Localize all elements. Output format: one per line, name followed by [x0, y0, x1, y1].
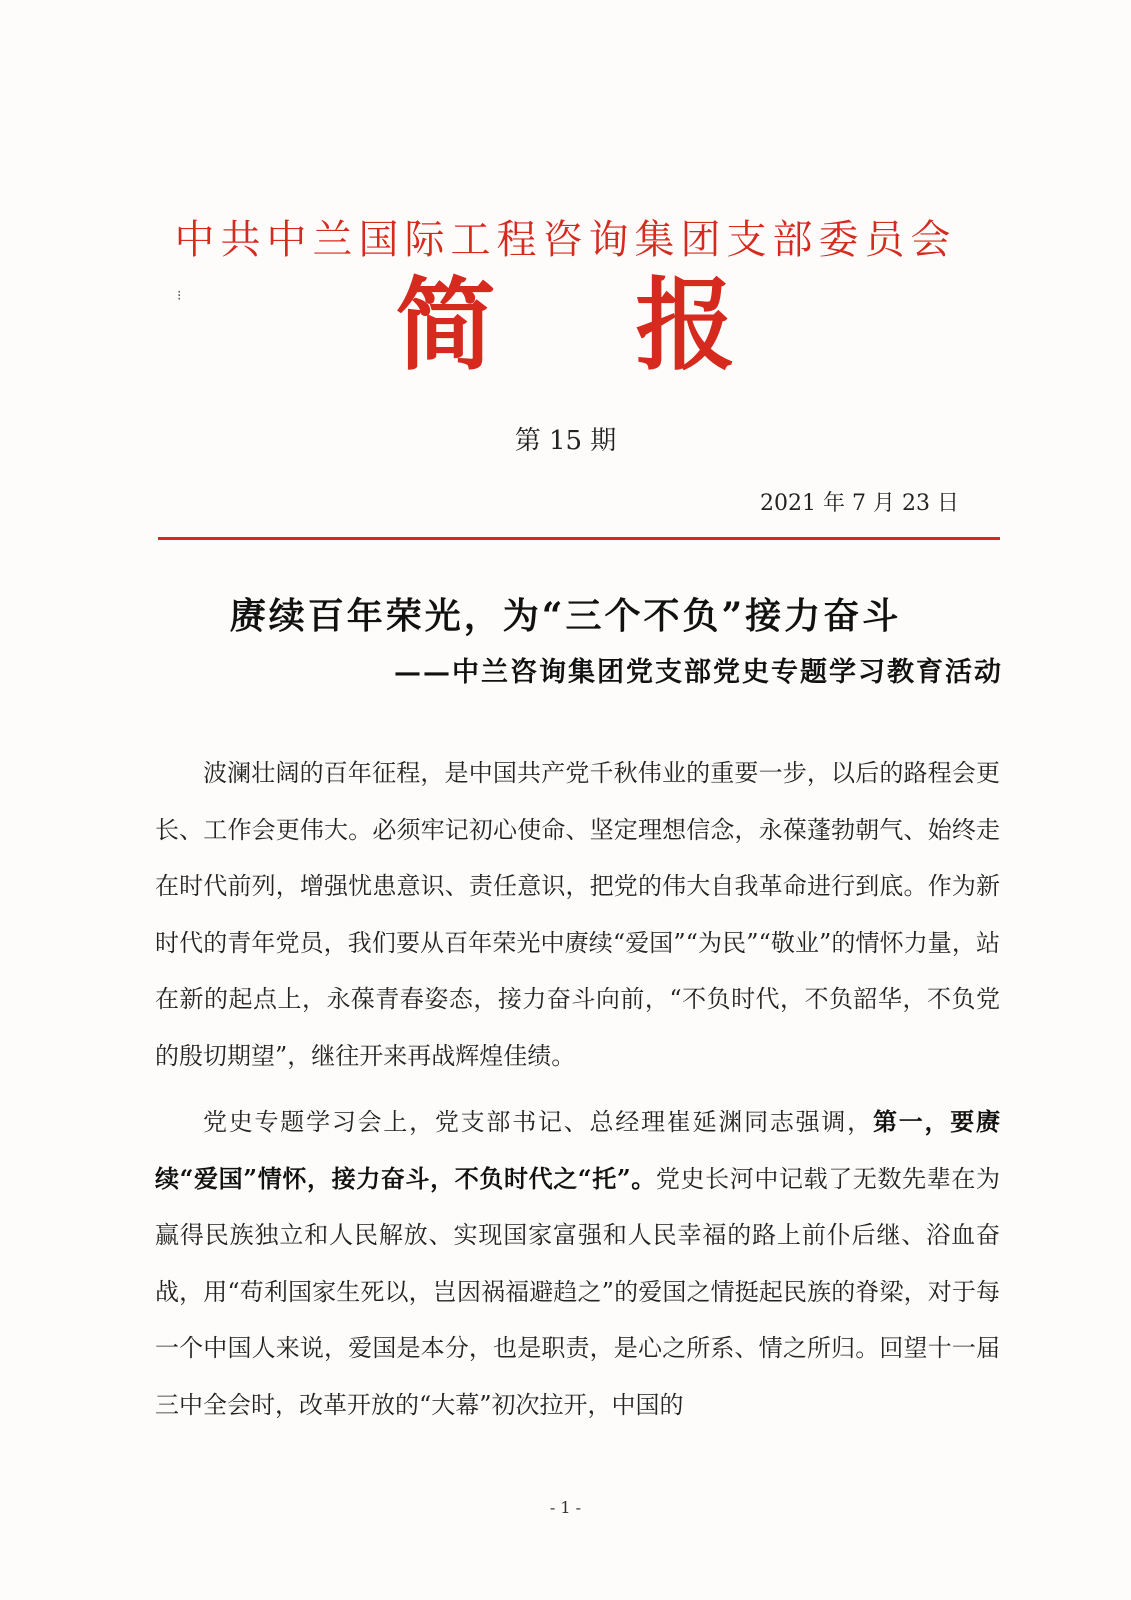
paragraph	[155, 1094, 1000, 1433]
red-divider	[158, 537, 1000, 540]
article-title: 赓续百年荣光，为“三个不负”接力奋斗	[229, 595, 902, 637]
organization-name: 中共中兰国际工程咨询集团支部委员会	[174, 217, 957, 263]
margin-mark: ⁝	[177, 288, 182, 304]
issue-date: 2021 年 7 月 23 日	[760, 491, 959, 516]
bulletin-title: 简报	[395, 266, 876, 384]
issue-number: 第 15 期	[514, 426, 617, 456]
paragraph-intro: 党史专题学习会上，党支部书记、总经理崔延渊同志强调，	[203, 1108, 873, 1136]
paragraph-emphasis: 第一，要赓续“爱国”情怀，接力奋斗，不负时代之“托”。	[155, 1107, 1001, 1193]
paragraph: 波澜壮阔的百年征程，是中国共产党千秋伟业的重要一步，以后的路程会更长、工作会更伟大。必须牢记初心使命、坚定理想信念，永葆蓬勃朝气、始终走在时代前列，增强忧患意识、责任意识，把党的伟大自我革命进行到底。作为新时代的青年党员，我们要从百年荣光中赓续“爱国”“为民”“敬业”的情怀力量，站在新的起点上，永葆青春姿态，接力奋斗向前，“不负时代，不负韶华，不负党的殷切期望”，继往开来再战辉煌佳绩。	[155, 759, 1000, 1070]
article-body	[155, 745, 1000, 1443]
article-subtitle: ——中兰咨询集团党支部党史专题学习教育活动	[394, 657, 1003, 688]
page-number: - 1 -	[549, 1498, 582, 1517]
paragraph-continuation: 党史长河中记载了无数先辈在为赢得民族独立和人民解放、实现国家富强和人民幸福的路上前仆后继、浴血奋战，用“苟利国家生死以，岂因祸福避趋之”的爱国之情挺起民族的脊梁，对于每一个中国人来说，爱国是本分，也是职责，是心之所系、情之所归。回望十一届三中全会时，改革开放的“大幕”初次拉开，中国的	[155, 1164, 1001, 1419]
